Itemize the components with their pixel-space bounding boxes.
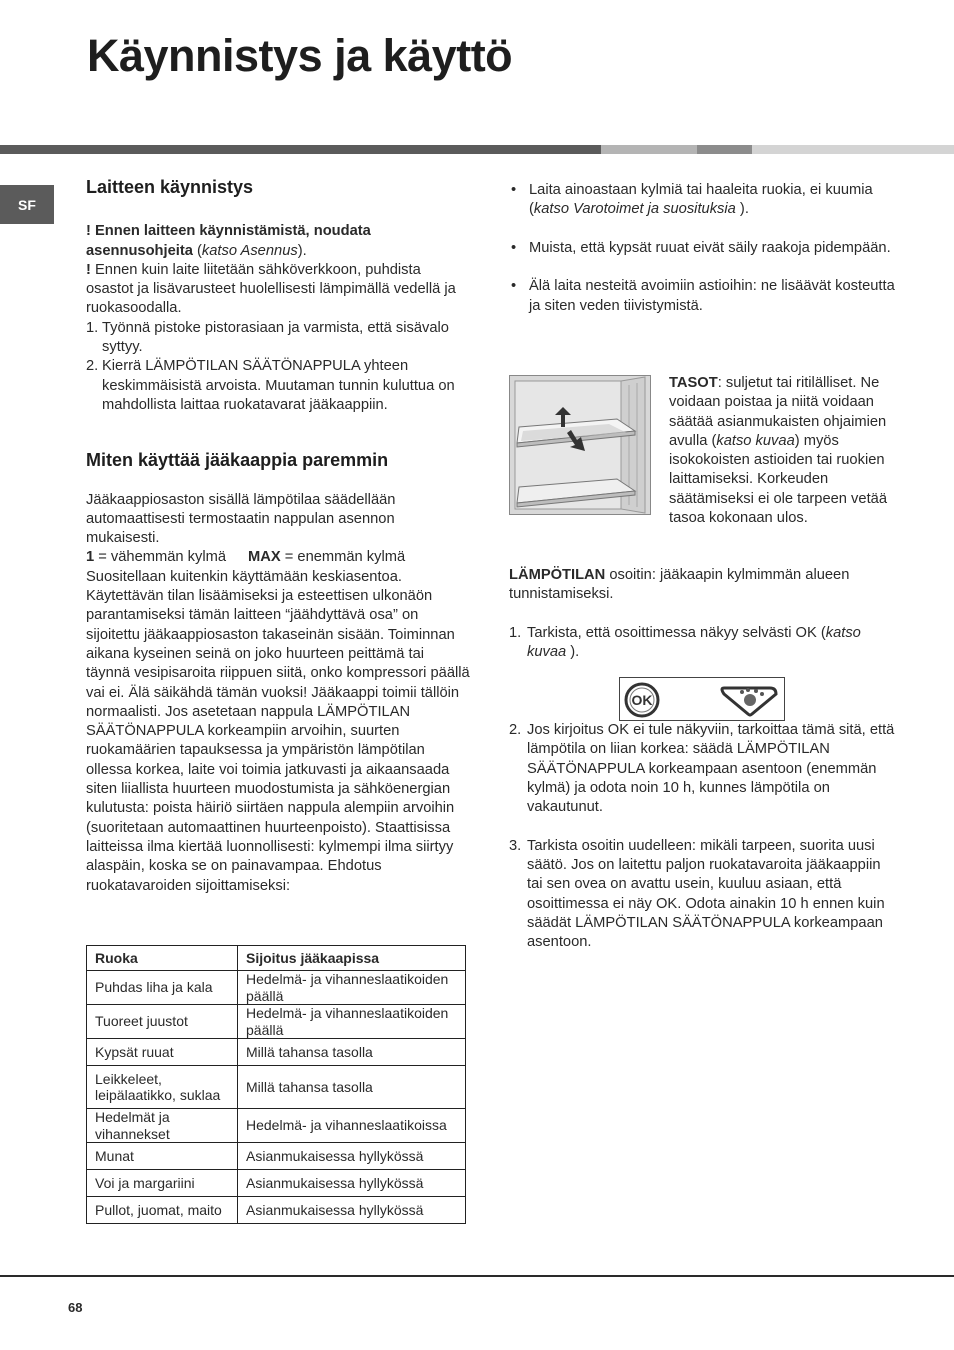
startup-step: 1. Työnnä pistoke pistorasiaan ja varmista, että sisävalo syttyy. (86, 319, 449, 356)
shelf-illustration (509, 375, 651, 515)
table-row: Leikkeleet, leipälaatikko, suklaa Millä tahansa tasolla (87, 1066, 466, 1109)
frost-indicator-icon (722, 688, 776, 715)
list-item: • Muista, että kypsät ruuat eivät säily raakoja pidempään. (511, 239, 891, 256)
table-row: Voi ja margariini Asianmukaisessa hyllykössä (87, 1170, 466, 1197)
ok-indicator-illustration (619, 677, 785, 721)
shelves-text: TASOT: suljetut tai ritilälliset. Ne voidaan poistaa ja niitä voidaan säätää asianmukaisten ohjaimien avulla (katso kuvaa) myös isokokoisten astioiden tai ruokien laittamiseksi. Korkeuden säätämiseksi ei ole tarpeen vetää tasoa kokonaan ulos. (669, 375, 887, 527)
table-header-row (87, 946, 466, 971)
food-placement-table (86, 945, 466, 1224)
indicator-section (509, 566, 899, 662)
usage-intro: Jääkaappiosaston sisällä lämpötilaa säädellään automaattisesti termostaatin nappulan asennon mukaisesti. (86, 491, 396, 547)
indicator-step: 2. Jos kirjoitus OK ei tule näkyviin, tarkoittaa tämä sitä, että lämpötila on liian korkea: säädä LÄMPÖTILAN SÄÄTÖNAPPULA korkeampaan asentoon (enemmän kylmä) ja odota noin 10 h, kunnes lämpötila on vakautunut. (509, 722, 895, 816)
header-bar-dark2 (697, 145, 752, 154)
ok-label: OK (631, 692, 653, 708)
page-number: 68 (68, 1300, 83, 1315)
table-row: Puhdas liha ja kala Hedelmä- ja vihanneslaatikoiden päällä (87, 971, 466, 1005)
indicator-intro: LÄMPÖTILAN osoitin: jääkaapin kylmimmän alueen tunnistamiseksi. (509, 567, 850, 603)
table-row: Tuoreet juustot Hedelmä- ja vihanneslaatikoiden päällä (87, 1005, 466, 1039)
page-title: Käynnistys ja käyttö (87, 30, 513, 81)
warning-installation: ! Ennen laitteen käynnistämistä, noudata asennusohjeita (katso Asennus). (86, 223, 371, 259)
indicator-steps-continued (509, 721, 899, 953)
thermostat-scale: 1 = vähemmän kylmä MAX = enemmän kylmä (86, 549, 406, 566)
section-heading-usage: Miten käyttää jääkaappia paremmin (86, 450, 389, 471)
warning-cleaning: ! Ennen kuin laite liitetään sähköverkkoon, puhdista osastot ja lisävarusteet huolellisesti lämpimällä vedellä ja ruokasoodalla. (86, 261, 456, 317)
indicator-step: 3. Tarkista osoitin uudelleen: mikäli tarpeen, suorita uusi säätö. Jos on laitettu paljon ruokatavaroita jääkaappiin tai sen ovea on avattu usein, kuuluu asiaan, että osoittimessa ei näy OK. Odota ainakin 10 h ennen kuin säädät LÄMPÖTILAN SÄÄTÖNAPPULA korkeampaan asentoon. (509, 837, 885, 951)
header-bar-mid (601, 145, 697, 154)
table-row: Pullot, juomat, maito Asianmukaisessa hyllykössä (87, 1197, 466, 1224)
section-heading-startup: Laitteen käynnistys (86, 177, 254, 197)
language-tab: SF (0, 185, 54, 224)
left-column (86, 178, 472, 896)
usage-body: Suositellaan kuitenkin käyttämään keskiasentoa. Käytettävän tilan lisäämiseksi ja esteettisen ulkonäön parantamiseksi tämän laitteen “jäähdyttävä osa” on sijoitettu jääkaappiosaston takaseinän sisään. Toiminnan aikana kyseinen seinä on joko huurteen peittämä tai täynnä vesipisaroita riippuen siitä, onko kompressori päällä vai ei. Älä säikähdä tämän vuoksi! Jääkaappi toimii tällöin normaalisti. Jos asetetaan nappula LÄMPÖTILAN SÄÄTÖNAPPULA korkeampiin arvoihin, suurten ruokamäärien tapauksessa ja ympäristön lämpötilan ollessa korkea, laite voi toimia jatkuvasti ja aikaansaada siten liiallista huurteen muodostumista ja sähköenergian kulutusta: poista häiriö siirtäen nappula alempiin arvoihin (suoritetaan automaattinen huurteenpoisto). Staattisissa laitteissa ilma kiertää luonnollisesti: kylmempi ilma siirtyy alaspäin, koska se on painavampaa. Ehdotus ruokatavaroiden sijoittamiseksi: (86, 568, 470, 894)
list-item: • Laita ainoastaan kylmiä tai haaleita ruokia, ei kuumia (katso Varotoimet ja suosituksia ). (511, 182, 873, 218)
footer-rule (0, 1275, 954, 1277)
table-row: Kypsät ruuat Millä tahansa tasolla (87, 1039, 466, 1066)
header-bar-light (752, 145, 954, 154)
indicator-step: 1. Tarkista, että osoittimessa näkyy selvästi OK (katso kuvaa ). (509, 624, 861, 661)
right-bullets (509, 181, 899, 316)
header-bar-dark (0, 145, 601, 154)
table-row: Hedelmät ja vihannekset Hedelmä- ja vihanneslaatikoissa (87, 1109, 466, 1143)
list-item: • Älä laita nesteitä avoimiin astioihin: ne lisäävät kosteutta ja siten veden tiivistymistä. (511, 278, 895, 314)
table-header-placement: Sijoitus jääkaapissa (238, 946, 466, 971)
startup-step: 2. Kierrä LÄMPÖTILAN SÄÄTÖNAPPULA yhteen keskimmäisistä arvoista. Muutaman tunnin kuluttua on mahdollista laittaa ruokatavarat jääkaappiin. (86, 358, 455, 413)
table-header-food: Ruoka (87, 946, 238, 971)
table-row: Munat Asianmukaisessa hyllykössä (87, 1143, 466, 1170)
